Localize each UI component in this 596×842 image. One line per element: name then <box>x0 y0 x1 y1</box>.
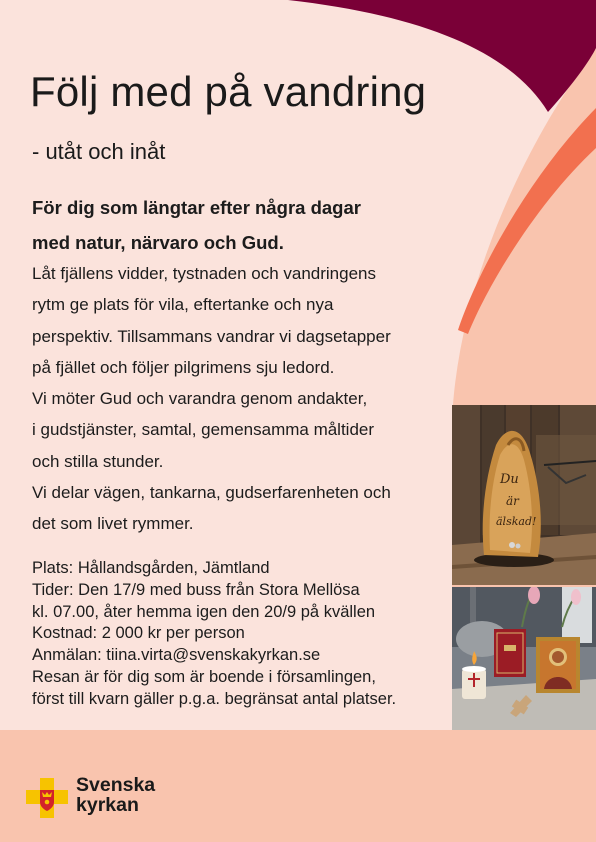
lead-paragraph <box>32 190 452 260</box>
info-times-cont: kl. 07.00, åter hemma igen den 20/9 på kvällen <box>32 602 376 621</box>
body-line: Vi delar vägen, tankarna, gudserfarenheten och <box>32 483 391 503</box>
body-line: Vi möter Gud och varandra genom andakter, <box>32 389 368 409</box>
info-eligibility: Resan är för dig som är boende i församlingen, <box>32 667 376 686</box>
logo-text-line2: kyrkan <box>76 794 139 816</box>
body-line: i gudstjänster, samtal, gemensamma måltider <box>32 420 375 440</box>
logo-text-line1: Svenska <box>76 774 156 796</box>
body-line: Låt fjällens vidder, tystnaden och vandringens <box>32 264 377 283</box>
sign-word-ar: är <box>506 494 519 508</box>
page-subtitle: - utåt och inåt <box>32 139 166 164</box>
logo-wordmark <box>76 775 155 815</box>
info-signup: Anmälan: tiina.virta@svenskakyrkan.se <box>32 646 321 665</box>
wooden-sign-photo <box>452 405 596 585</box>
info-cost: Kostnad: 2 000 kr per person <box>32 624 245 643</box>
body-line: rytm ge plats för vila, eftertanke och nya <box>32 295 334 315</box>
lead-line: För dig som längtar efter några dagar <box>32 197 361 218</box>
info-eligibility-cont: först till kvarn gäller p.g.a. begränsat antal platser. <box>32 689 397 708</box>
svenska-kyrkan-logo-icon <box>26 778 68 818</box>
body-line: på fjället och följer pilgrimens sju ledord. <box>32 357 335 377</box>
body-line: och stilla stunder. <box>32 451 164 471</box>
info-location: Plats: Hållandsgården, Jämtland <box>32 559 270 577</box>
sign-word-alskad: älskad! <box>496 515 537 528</box>
lead-line: med natur, närvaro och Gud. <box>32 232 284 253</box>
info-times: Tider: Den 17/9 med buss från Stora Mellösa <box>32 580 360 599</box>
body-line: perspektiv. Tillsammans vandrar vi dagsetapper <box>32 326 391 346</box>
body-line: det som livet rymmer. <box>32 514 194 534</box>
practical-info <box>32 558 462 711</box>
body-paragraph <box>32 258 452 540</box>
sign-word-du: Du <box>500 472 519 487</box>
page-title: Följ med på vandring <box>30 68 427 115</box>
altar-candle-icon-photo <box>452 587 596 730</box>
